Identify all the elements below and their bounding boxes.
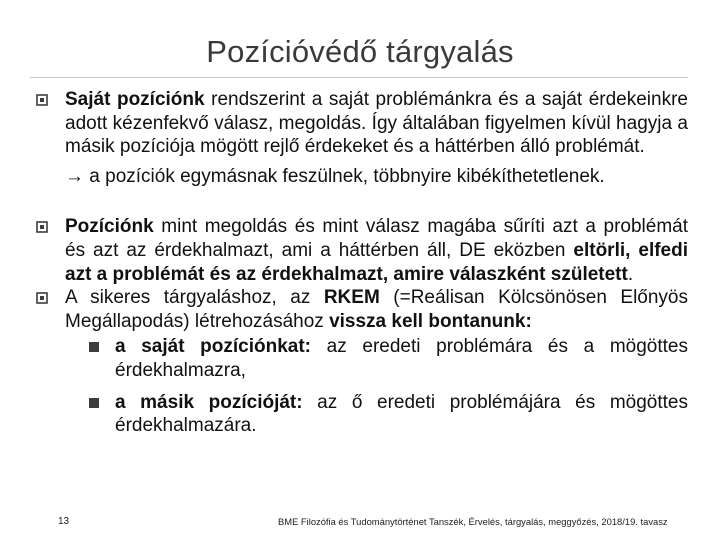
sub-item-2-text: az ő eredeti problémájára és mögöttes érdekhalmazára. [115, 391, 688, 437]
slide-title: Pozícióvédő tárgyalás [206, 34, 514, 69]
bullet-1-bold-lead: Saját pozíciónk [65, 89, 205, 110]
hollow-square-bullet-icon [36, 292, 48, 304]
hollow-square-bullet-icon [36, 94, 48, 106]
bullet-2-bold-lead: Pozíciónk [65, 216, 154, 238]
bullet-2-bold-b: eltörli, elfedi azt a problémát és az érdekhalmazt, amire válaszként született [65, 239, 688, 285]
bullet-3-bold-d: vissza kell bontanunk: [329, 310, 532, 332]
sub-item-1-bold: a saját pozíciónkat: [115, 336, 312, 358]
bullet-1-text: rendszerint a saját problémánkra és a saját érdekeinkre adott kézenfekvő válasz, megoldás. Így általában figyelmen kívül hagyja a másik pozíciója mögött rejlő érdekeket és a háttérben álló problémát. [65, 89, 688, 158]
page-number: 13 [58, 516, 70, 527]
sub-item-2-bold: a másik pozícióját: [115, 391, 303, 413]
bullet-item-3 [36, 286, 688, 438]
bullet-2-text-a: mint megoldás és mint válasz magába sűríti azt a problémát és azt az érdekhalmazt, ami a háttérben áll, DE eközben [65, 216, 688, 261]
sub-item-2 [83, 391, 688, 438]
bullet-item-2 [36, 215, 688, 286]
footer-text: BME Filozófia és Tudománytörténet Tanszék, Érvelés, tárgyalás, meggyőzés, 2018/19. tavasz [278, 516, 668, 527]
filled-square-bullet-icon [89, 342, 99, 352]
filled-square-bullet-icon [89, 398, 99, 408]
bullet-3-text-a: A sikeres tárgyaláshoz, az [65, 287, 324, 309]
slide-content [36, 88, 688, 438]
bullet-3-bold-b: RKEM [323, 287, 380, 309]
bullet-1-conclusion: → a pozíciók egymásnak feszülnek, többnyire kibékíthetetlenek. [65, 165, 605, 187]
bullet-item-1 [36, 88, 688, 188]
title-divider [30, 77, 688, 78]
sub-item-1-text: az eredeti problémára és a mögöttes érdekhalmazra, [115, 336, 688, 381]
hollow-square-bullet-icon [36, 221, 48, 233]
sub-item-1 [83, 335, 688, 382]
bullet-2-text-c: . [627, 263, 634, 285]
bullet-3-text-c: (=Reálisan Kölcsönösen Előnyös Megállapodás) létrehozásához [65, 287, 688, 332]
